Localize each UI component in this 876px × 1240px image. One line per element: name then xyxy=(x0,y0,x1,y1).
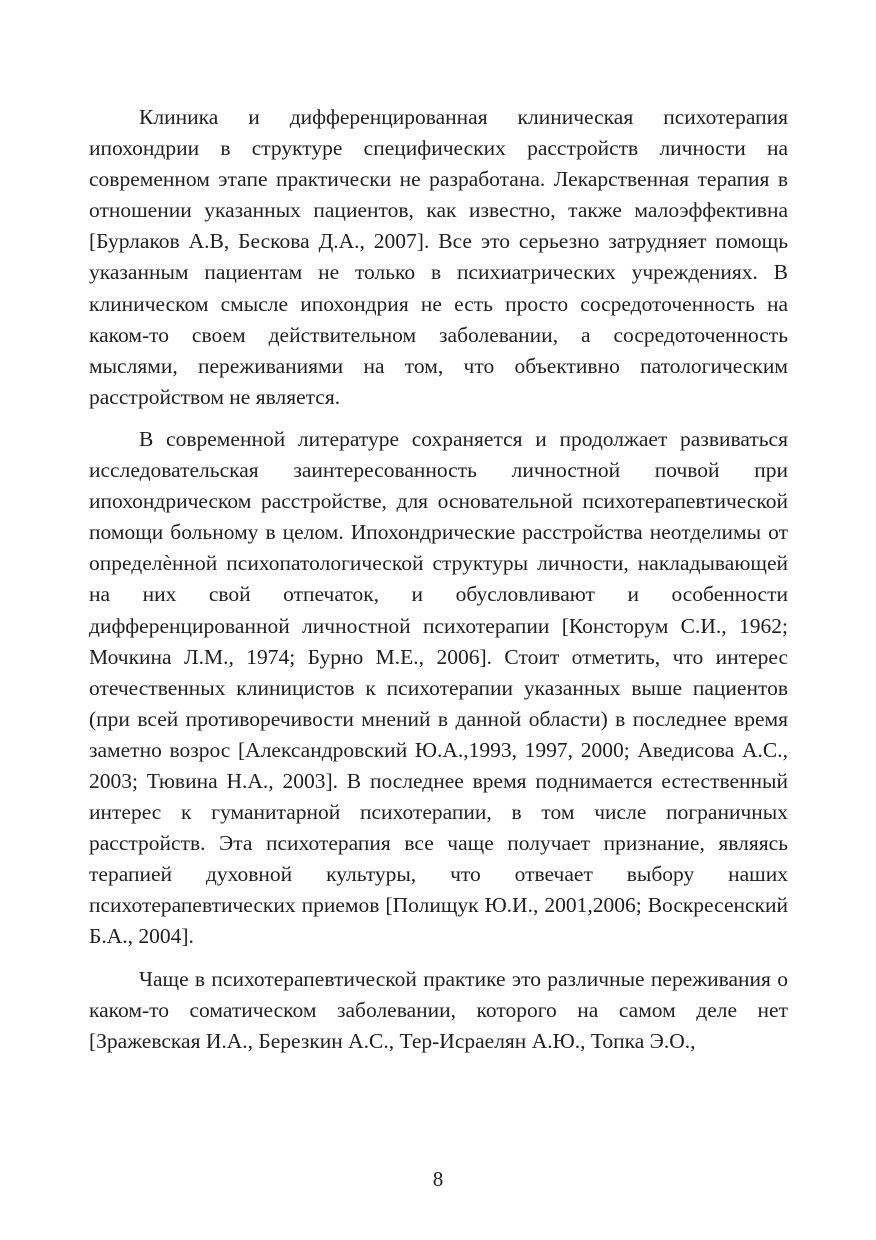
paragraph-modern-literature: В современной литературе сохраняется и продолжает развиваться исследовательская заинтересованность личностной почвой при ипохондрическом расстройстве, для основательной психотерапевтической помощи больному в целом. Ипохондрические расстройства неотделимы от определѐнной психопатологической структуры личности, накладывающей на них свой отпечаток, и обусловливают и особенности дифференцированной личностной психотерапии [Консторум С.И., 1962; Мочкина Л.М., 1974; Бурно М.Е., 2006]. Стоит отметить, что интерес отечественных клиницистов к психотерапии указанных выше пациентов (при всей противоречивости мнений в данной области) в последнее время заметно возрос [Александровский Ю.А.,1993, 1997, 2000; Аведисова А.С., 2003; Тювина Н.А., 2003]. В последнее время поднимается естественный интерес к гуманитарной психотерапии, в том числе пограничных расстройств. Эта психотерапия все чаще получает признание, являясь терапией духовной культуры, что отвечает выбору наших психотерапевтических приемов [Полищук Ю.И., 2001,2006; Воскресенский Б.А., 2004]. xyxy=(89,426,788,949)
page-number: 8 xyxy=(432,1167,444,1191)
paragraph-hypochondria-clinic: Клиника и дифференцированная клиническая психотерапия ипохондрии в структуре специфических расстройств личности на современном этапе практически не разработана. Лекарственная терапия в отношении указанных пациентов, как известно, также малоэффективна [Бурлаков А.В, Бескова Д.А., 2007]. Все это серьезно затрудняет помощь указанным пациентам не только в психиатрических учреждениях. В клиническом смысле ипохондрия не есть просто сосредоточенность на каком-то своем действительном заболевании, а сосредоточенность мыслями, переживаниями на том, что объективно патологическим расстройством не является. xyxy=(89,105,788,409)
page-body xyxy=(89,102,788,1057)
paragraph-psychotherapy-practice: Чаще в психотерапевтической практике это различные переживания о каком-то соматическом заболевании, которого на самом деле нет [Зражевская И.А., Березкин А.С., Тер-Исраелян А.Ю., Топка Э.О., xyxy=(89,966,788,1053)
